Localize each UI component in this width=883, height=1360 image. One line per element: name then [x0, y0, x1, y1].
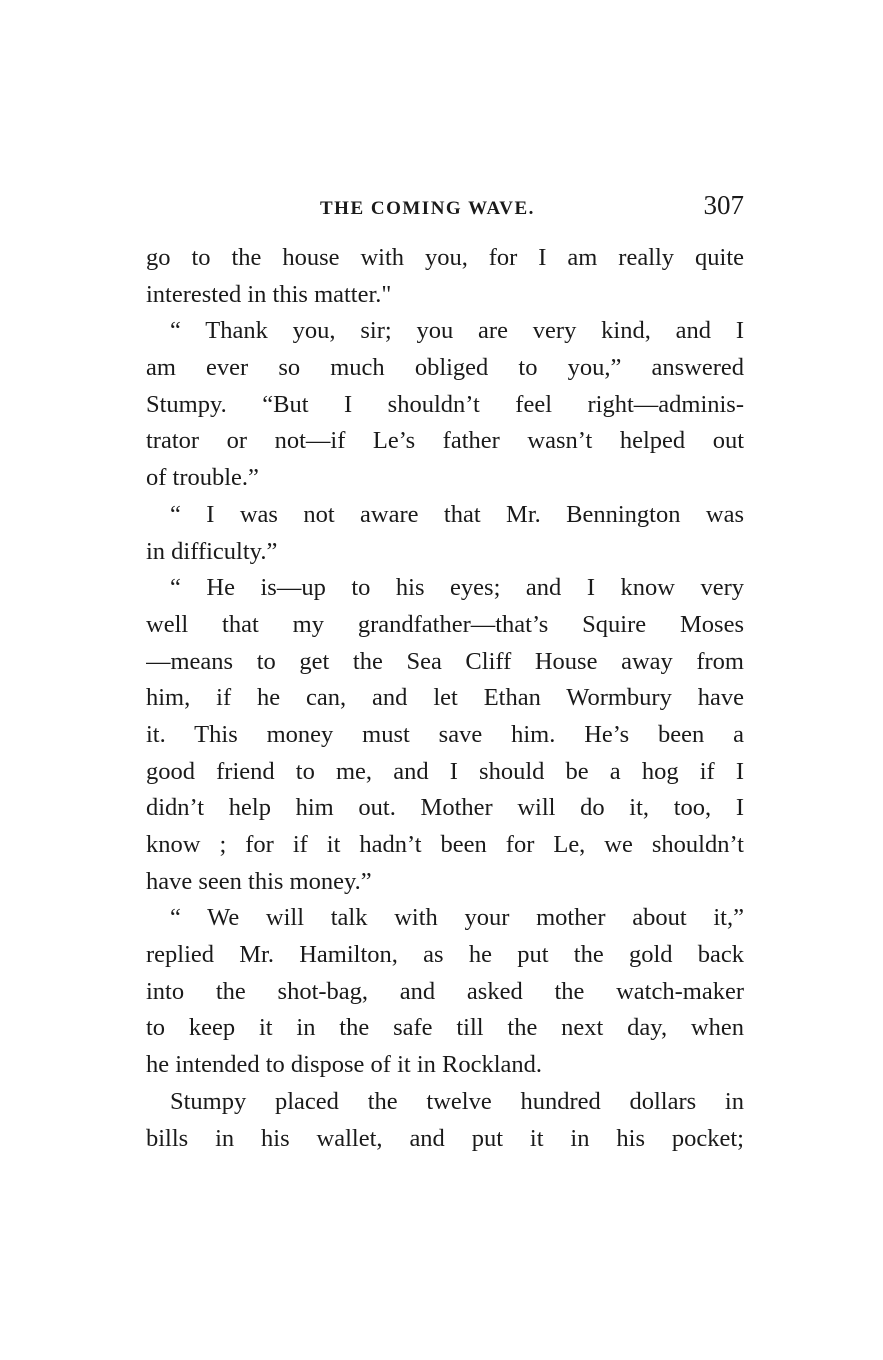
text-line: go to the house with you, for I am really quite [146, 244, 744, 271]
paragraph [146, 1084, 744, 1157]
text-line: to keep it in the safe till the next day, when [146, 1014, 744, 1042]
paragraph [146, 900, 744, 1083]
text-line: him, if he can, and let Ethan Wormbury have [146, 684, 744, 712]
paragraph [146, 313, 744, 496]
running-title: THE COMING WAVE. [320, 198, 535, 219]
text-line: “ Thank you, sir; you are very kind, and I [170, 317, 744, 345]
text-line: replied Mr. Hamilton, as he put the gold back [146, 941, 744, 969]
text-line: Stumpy placed the twelve hundred dollars in [170, 1087, 744, 1115]
text-line: bills in his wallet, and put it in his pocket; [146, 1124, 744, 1152]
text-line: am ever so much obliged to you,” answered [146, 354, 744, 382]
text-line: know ; for if it hadn’t been for Le, we shouldn’t [146, 831, 744, 858]
paragraph [146, 240, 744, 313]
text-line: Stumpy. “But I shouldn’t feel right—adminis- [146, 390, 744, 418]
text-line: didn’t help him out. Mother will do it, too, I [146, 794, 744, 822]
paragraph [146, 497, 744, 570]
paragraph [146, 570, 744, 900]
text-line: well that my grandfather—that’s Squire Moses [146, 610, 744, 638]
text-line: —means to get the Sea Cliff House away from [146, 647, 744, 675]
text-line: trator or not—if Le’s father wasn’t helped out [146, 427, 744, 455]
text-line: good friend to me, and I should be a hog if I [146, 757, 744, 785]
running-head [146, 190, 744, 226]
text-line: it. This money must save him. He’s been a [146, 720, 744, 748]
text-line: into the shot-bag, and asked the watch-maker [146, 977, 744, 1005]
text-line: he intended to dispose of it in Rockland. [146, 1051, 543, 1079]
text-line: interested in this matter." [146, 280, 392, 308]
text-line: have seen this money.” [146, 867, 372, 895]
text-line: “ We will talk with your mother about it,” [170, 904, 744, 932]
text-line: in difficulty.” [146, 537, 278, 565]
page-number: 307 [703, 190, 744, 220]
text-line: “ I was not aware that Mr. Bennington was [170, 500, 744, 528]
body-text [146, 240, 744, 1157]
text-line: of trouble.” [146, 464, 259, 492]
text-line: “ He is—up to his eyes; and I know very [170, 574, 744, 602]
